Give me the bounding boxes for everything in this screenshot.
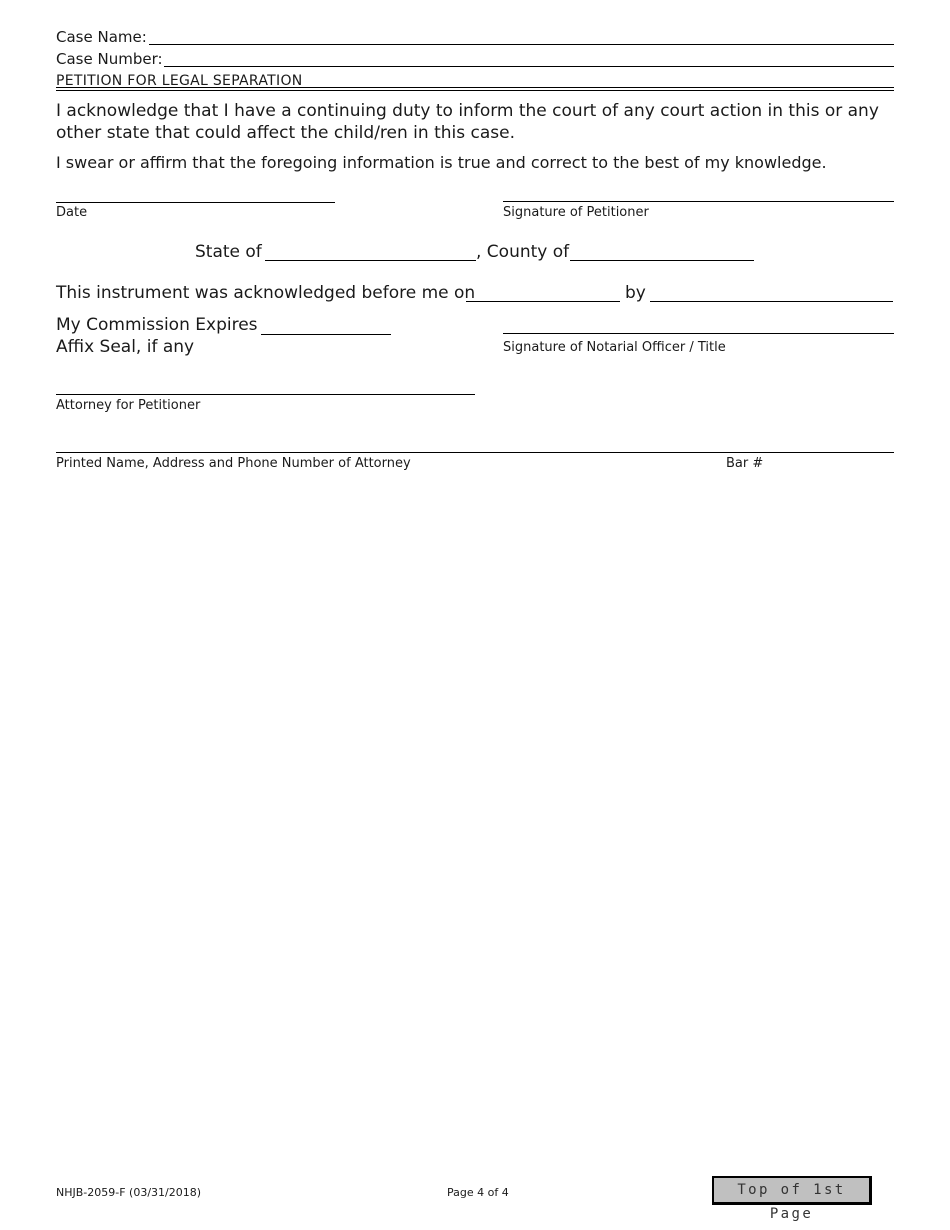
bar-number-label: Bar # xyxy=(726,456,764,471)
county-of-label: , County of xyxy=(476,242,570,262)
state-input[interactable] xyxy=(265,244,476,261)
notary-signature-line[interactable] xyxy=(503,333,894,334)
state-of-label: State of xyxy=(195,242,262,262)
swear-statement: I swear or affirm that the foregoing information is true and correct to the best of my knowledge. xyxy=(56,153,827,172)
case-number-input[interactable] xyxy=(164,50,894,67)
affix-seal-label: Affix Seal, if any xyxy=(56,337,195,357)
title-rule-top xyxy=(56,87,894,88)
petitioner-signature-label: Signature of Petitioner xyxy=(503,205,649,220)
top-of-first-page-button[interactable]: Top of 1st Page xyxy=(712,1176,872,1205)
county-input[interactable] xyxy=(570,244,754,261)
commission-expires-input[interactable] xyxy=(261,318,391,335)
attorney-info-input[interactable] xyxy=(56,436,894,453)
title-rule-bottom xyxy=(56,90,894,91)
case-name-label: Case Name: xyxy=(56,28,147,46)
acknowledged-date-input[interactable] xyxy=(466,285,620,302)
date-input[interactable] xyxy=(56,186,335,203)
acknowledged-by-input[interactable] xyxy=(650,285,893,302)
petitioner-signature-line[interactable] xyxy=(503,201,894,202)
form-title: PETITION FOR LEGAL SEPARATION xyxy=(56,73,303,89)
attorney-input[interactable] xyxy=(56,378,475,395)
acknowledged-label: This instrument was acknowledged before me on xyxy=(56,283,476,303)
printed-name-label: Printed Name, Address and Phone Number of Attorney xyxy=(56,456,411,471)
attorney-label: Attorney for Petitioner xyxy=(56,398,201,413)
date-label: Date xyxy=(56,205,88,220)
acknowledge-statement: I acknowledge that I have a continuing duty to inform the court of any court action in this or any other state that could affect the child/ren in this case. xyxy=(56,101,879,143)
case-number-label: Case Number: xyxy=(56,50,163,68)
case-name-input[interactable] xyxy=(149,28,894,45)
by-label: by xyxy=(625,283,646,303)
page-number: Page 4 of 4 xyxy=(447,1186,509,1199)
notary-signature-label: Signature of Notarial Officer / Title xyxy=(503,340,726,355)
form-id: NHJB-2059-F (03/31/2018) xyxy=(56,1186,202,1199)
commission-expires-label: My Commission Expires xyxy=(56,315,258,335)
